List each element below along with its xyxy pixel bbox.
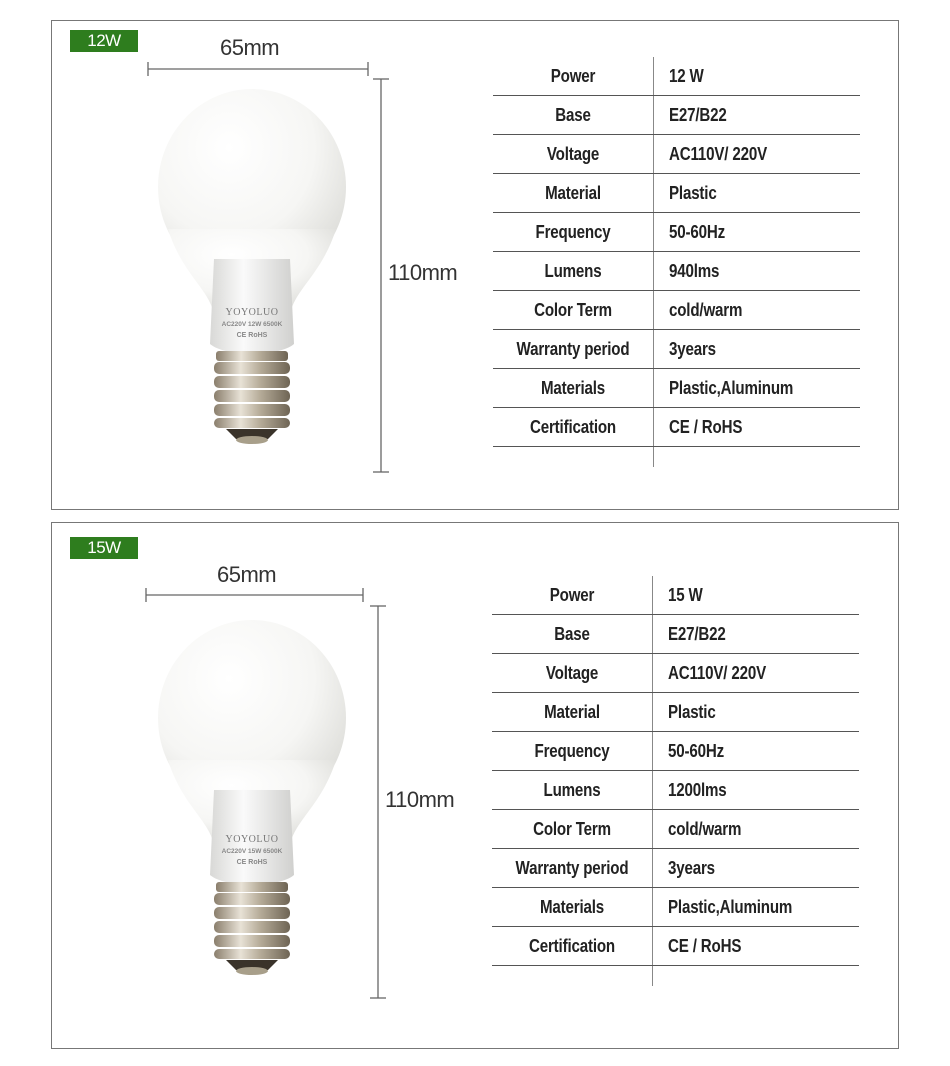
spec-value: 1200lms bbox=[668, 780, 727, 800]
spec-row-materials bbox=[493, 369, 860, 408]
spec-key: Power bbox=[549, 585, 595, 605]
spec-key: Certification bbox=[529, 417, 617, 437]
spec-row-color-term bbox=[493, 291, 860, 330]
spec-key: Voltage bbox=[545, 663, 599, 683]
spec-row-power bbox=[493, 57, 860, 96]
spec-key: Voltage bbox=[546, 144, 600, 164]
spec-row-warranty bbox=[493, 330, 860, 369]
spec-row-lumens bbox=[492, 771, 859, 810]
spec-key: Base bbox=[555, 105, 591, 125]
spec-row-voltage bbox=[493, 135, 860, 174]
spec-key: Material bbox=[544, 702, 600, 722]
spec-row-certification bbox=[492, 927, 859, 966]
bulb-cert-text: CE RoHS bbox=[236, 859, 268, 866]
product-panel-15w bbox=[51, 522, 899, 1049]
spec-value: AC110V/ 220V bbox=[669, 144, 768, 164]
bulb-cert-text: CE RoHS bbox=[236, 332, 268, 339]
spec-row-material bbox=[493, 174, 860, 213]
spec-key: Power bbox=[550, 66, 596, 86]
spec-value: Plastic,Aluminum bbox=[669, 378, 794, 398]
spec-value: 50-60Hz bbox=[669, 222, 725, 242]
spec-key: Certification bbox=[528, 936, 616, 956]
spec-key: Materials bbox=[539, 897, 605, 917]
spec-row-base bbox=[492, 615, 859, 654]
bulb-brand-text: YOYOLUO bbox=[225, 307, 279, 318]
height-dimension-label: 110mm bbox=[388, 260, 458, 285]
product-panel-12w bbox=[51, 20, 899, 510]
wattage-badge: 12W bbox=[70, 30, 138, 52]
spec-row-certification bbox=[493, 408, 860, 447]
spec-row-warranty bbox=[492, 849, 859, 888]
width-dimension-label: 65mm bbox=[220, 35, 280, 60]
spec-value: 3years bbox=[668, 858, 715, 878]
spec-key: Lumens bbox=[544, 261, 602, 281]
spec-key: Warranty period bbox=[515, 858, 629, 878]
bulb-spec-text: AC220V 12W 6500K bbox=[221, 321, 283, 328]
spec-key: Frequency bbox=[535, 222, 611, 242]
spec-value: CE / RoHS bbox=[669, 417, 743, 437]
spec-row-color-term bbox=[492, 810, 859, 849]
spec-value: 3years bbox=[669, 339, 716, 359]
bulb-spec-text: AC220V 15W 6500K bbox=[221, 848, 283, 855]
spec-key: Base bbox=[554, 624, 590, 644]
spec-key: Lumens bbox=[543, 780, 601, 800]
spec-row-material bbox=[492, 693, 859, 732]
spec-row-base bbox=[493, 96, 860, 135]
spec-value: Plastic,Aluminum bbox=[668, 897, 793, 917]
height-dimension-label: 110mm bbox=[385, 787, 455, 812]
spec-value: AC110V/ 220V bbox=[668, 663, 767, 683]
spec-value: CE / RoHS bbox=[668, 936, 742, 956]
bulb-brand-text: YOYOLUO bbox=[225, 834, 279, 845]
spec-value: cold/warm bbox=[669, 300, 743, 320]
spec-row-materials bbox=[492, 888, 859, 927]
spec-row-lumens bbox=[493, 252, 860, 291]
spec-value: 12 W bbox=[669, 66, 704, 86]
spec-value: cold/warm bbox=[668, 819, 742, 839]
spec-key: Materials bbox=[540, 378, 606, 398]
spec-value: 15 W bbox=[668, 585, 703, 605]
spec-row-frequency bbox=[492, 732, 859, 771]
spec-value: E27/B22 bbox=[669, 105, 727, 125]
spec-row-frequency bbox=[493, 213, 860, 252]
spec-table bbox=[492, 576, 859, 966]
width-dimension-label: 65mm bbox=[217, 562, 277, 587]
spec-value: 50-60Hz bbox=[668, 741, 724, 761]
spec-value: Plastic bbox=[669, 183, 717, 203]
spec-value: E27/B22 bbox=[668, 624, 726, 644]
spec-table bbox=[493, 57, 860, 447]
spec-key: Color Term bbox=[534, 300, 612, 320]
spec-key: Warranty period bbox=[516, 339, 630, 359]
wattage-badge: 15W bbox=[70, 537, 138, 559]
spec-key: Frequency bbox=[534, 741, 610, 761]
spec-row-voltage bbox=[492, 654, 859, 693]
spec-key: Material bbox=[545, 183, 601, 203]
spec-value: 940lms bbox=[669, 261, 720, 281]
spec-row-power bbox=[492, 576, 859, 615]
spec-value: Plastic bbox=[668, 702, 716, 722]
spec-key: Color Term bbox=[533, 819, 611, 839]
